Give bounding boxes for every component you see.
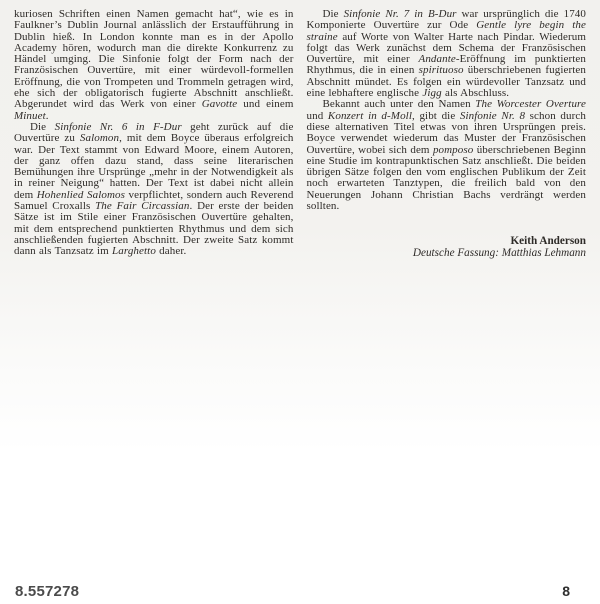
catalog-number: 8.557278	[15, 583, 80, 600]
credits	[307, 236, 587, 259]
body-paragraph: Bekannt auch unter den Namen The Worcester Overture und Konzert in d-Moll, gibt die Sinfonie Nr. 8 schon durch diese alternativen Titel etwas von ihren Ursprüngen preis. Boyce verwendet wiederum das Muster der Französischen Ouvertüre, wobei sich dem pomposo überschriebenen Beginn eine Studie im kontrapunktischen Satz anschließt. Die beiden übrigen Sätze folgen den vom englischen Publikum der Zeit noch erwarteten Tanztypen, die freilich bald von den Neuerungen Johann Christian Bachs verdrängt werden sollten.	[306, 98, 586, 213]
text-columns	[0, 0, 600, 259]
translation-credit: Deutsche Fassung: Matthias Lehmann	[412, 246, 586, 259]
body-paragraph: Die Sinfonie Nr. 7 in B-Dur war ursprünglich die 1740 Komponierte Ouvertüre zur Ode Gentle lyre begin the straine auf Worte von Walter Harte nach Pindar. Wiederum folgt das Werk zunächst dem Schema der Französischen Ouvertüre, mit einer Andante-Eröffnung im punktierten Rhythmus, die in einen spirituoso überschriebenen fugierten Abschnitt mündet. Es folgen ein würdevoller Tanzsatz und eine lebhaftere englische Jigg als Abschluss.	[306, 8, 587, 100]
body-paragraph: kuriosen Schriften einen Namen gemacht hat“, wie es in Faulkner’s Dublin Journal anlässlich der Erstaufführung in Dublin hieß. In London konnte man es in der Apollo Academy hören, wodurch man die direkte Konkurrenz zu Händel umging. Die Sinfonie folgt der Form nach der Französischen Ouvertüre, mit einer würdevoll-formellen Eröffnung, die von Trompeten und Trommeln getragen wird, ehe sich der obligatorisch fugierte Abschnitt anschließt. Abgerundet wird das Werk von einer Gavotte und einem Minuet.	[14, 8, 294, 122]
author-credit: Keith Anderson	[510, 235, 586, 248]
left-column	[14, 9, 294, 259]
body-paragraph: Die Sinfonie Nr. 6 in F-Dur geht zurück auf die Ouvertüre zu Salomon, mit dem Boyce überaus erfolgreich war. Der Text stammt von Edward Moore, einem Autoren, der ganz offen dazu stand, dass seine literarischen Bemühungen ihre Ursprünge „mehr in der Notwendigkeit als in reiner Neigung“ hatten. Der Text ist dabei nicht allein dem Hohenlied Salomos verpflichtet, sondern auch Reverend Samuel Croxalls The Fair Circassian. Der erste der beiden Sätze ist im Stile einer Französischen Ouvertüre gehalten, mit dem entsprechend punktierten Rhythmus und dem sich anschließenden fugierten Abschnitt. Der zweite Satz kommt dann als Tanzsatz im Larghetto daher.	[14, 120, 294, 258]
page-footer	[0, 583, 600, 600]
page-number: 8	[562, 583, 570, 599]
right-column	[307, 9, 587, 259]
